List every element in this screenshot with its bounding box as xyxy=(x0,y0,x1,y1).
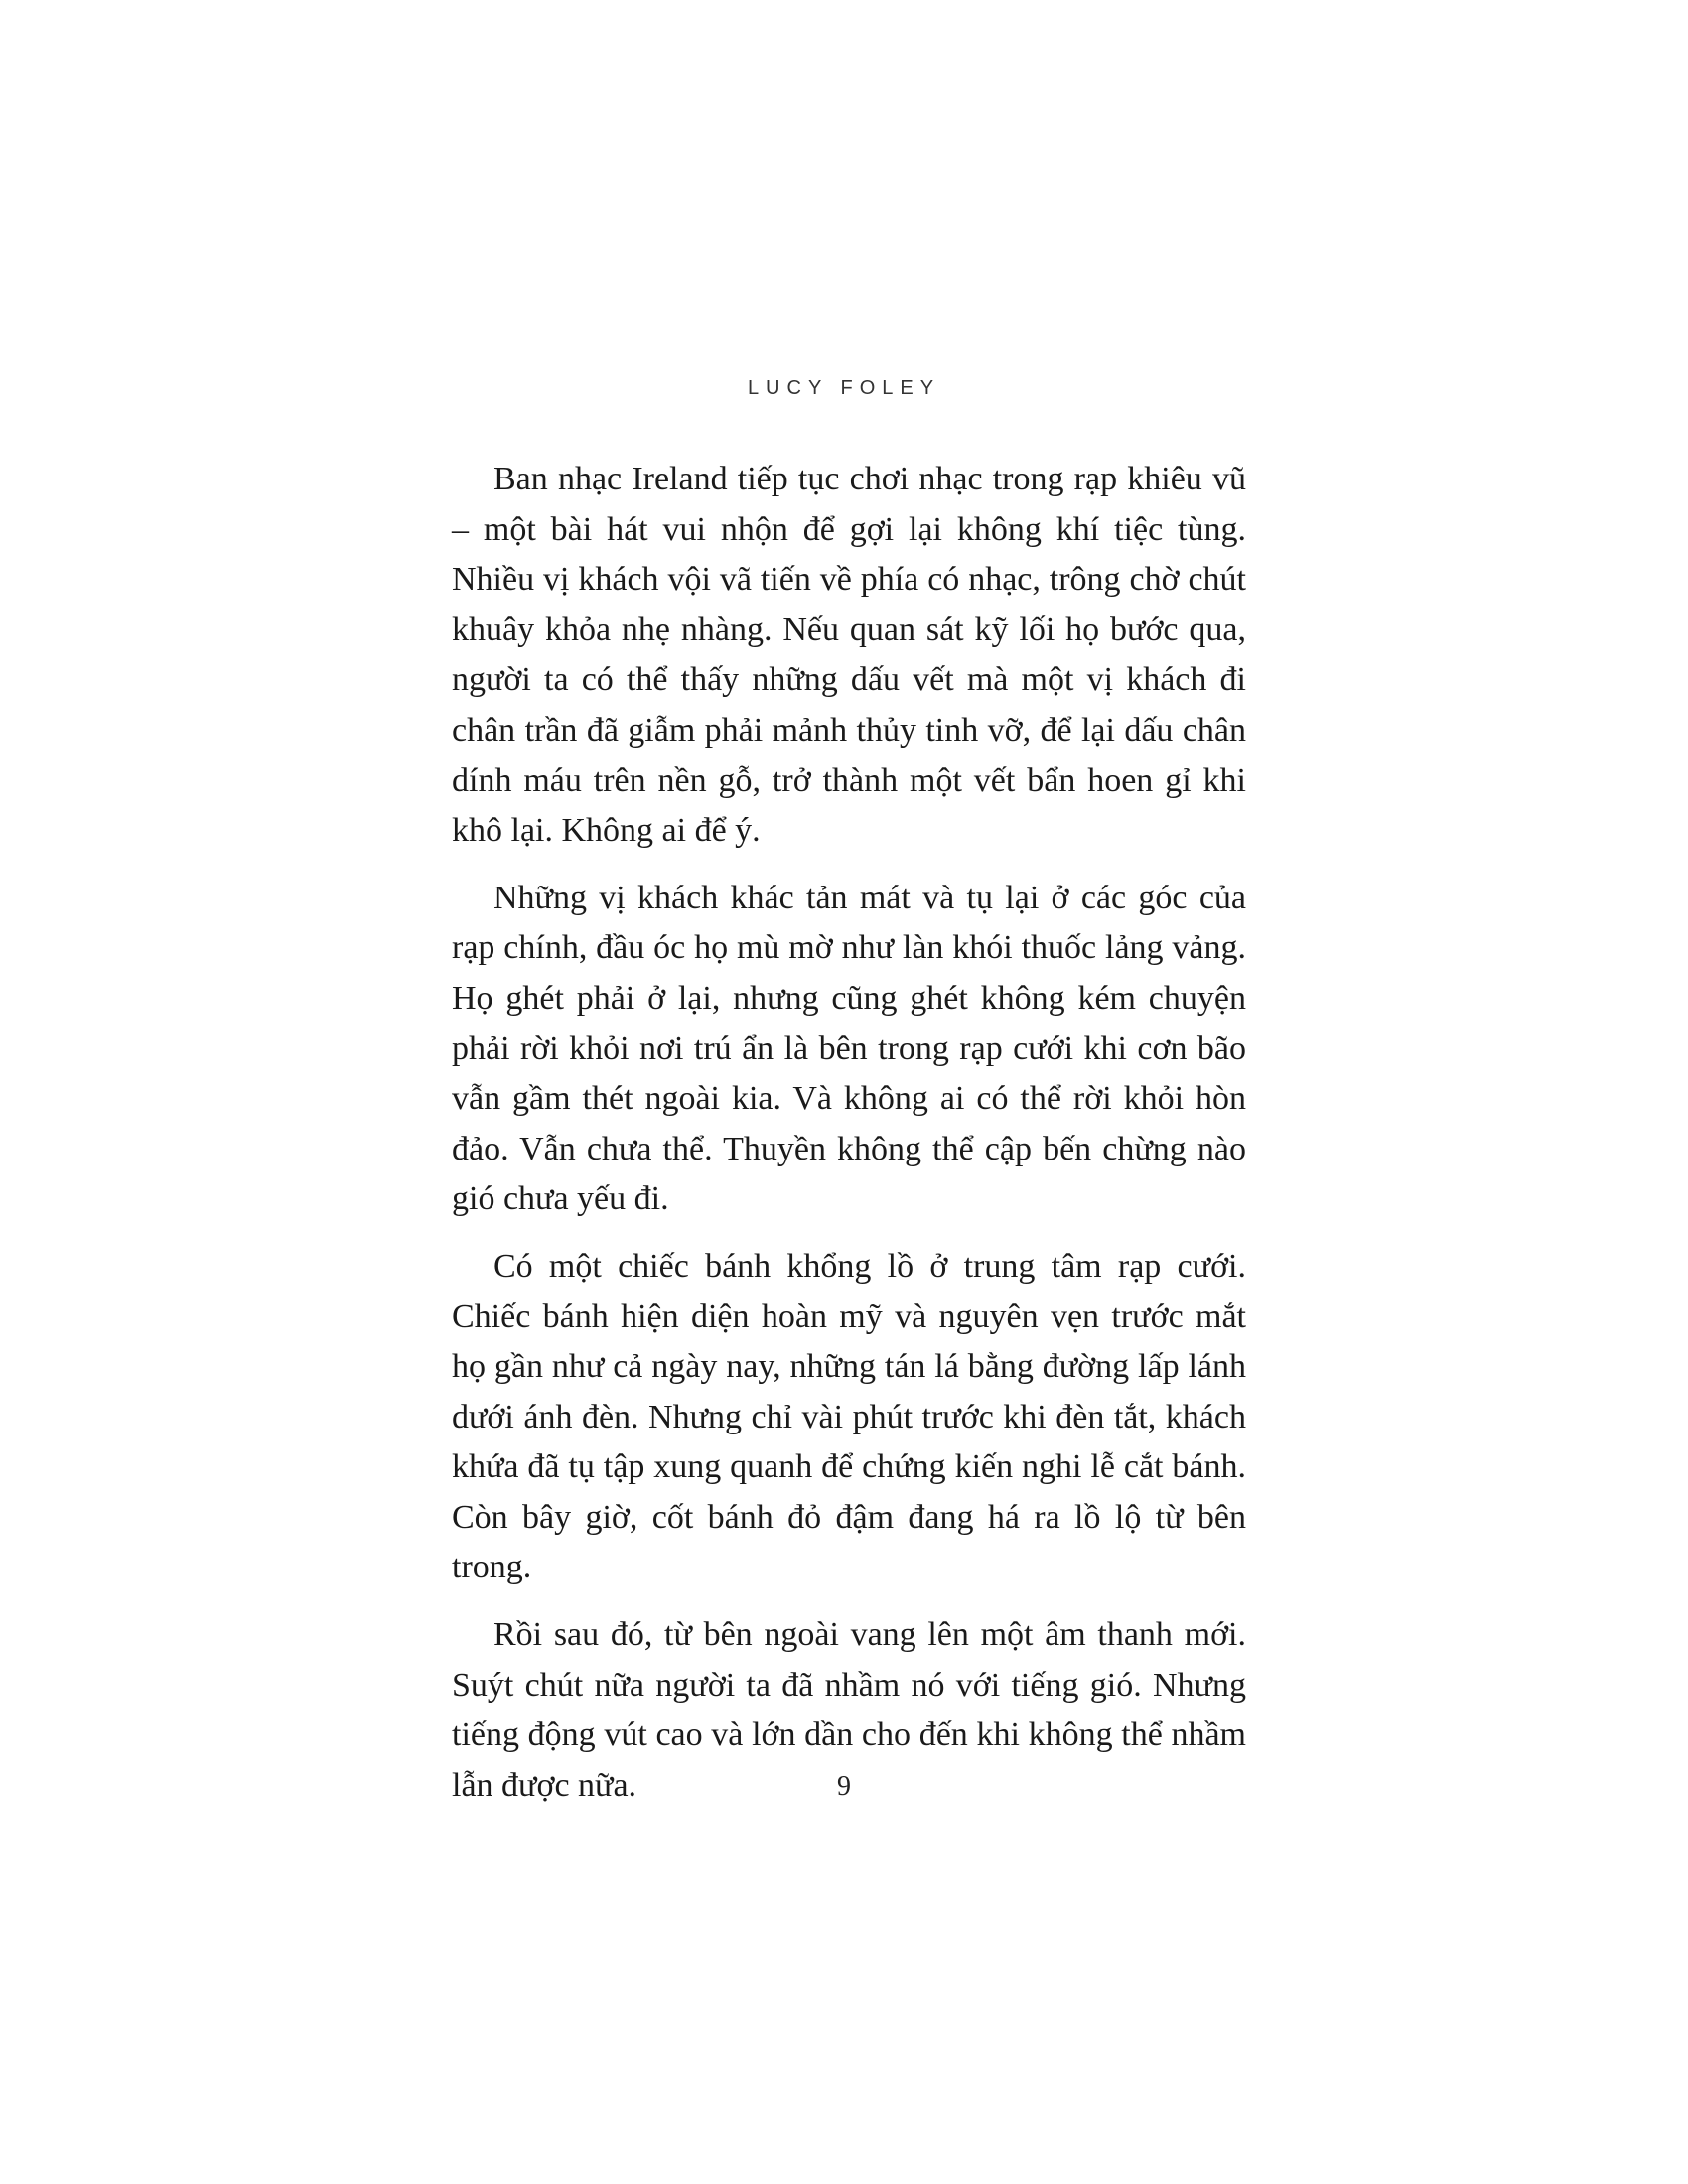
page-number: 9 xyxy=(837,1771,851,1802)
paragraph: Ban nhạc Ireland tiếp tục chơi nhạc trong rạp khiêu vũ – một bài hát vui nhộn để gợi lại không khí tiệc tùng. Nhiều vị khách vội vã tiến về phía có nhạc, trông chờ chút khuây khỏa nhẹ nhàng. Nếu quan sát kỹ lối họ bước qua, người ta có thể thấy những dấu vết mà một vị khách đi chân trần đã giẫm phải mảnh thủy tinh vỡ, để lại dấu chân dính máu trên nền gỗ, trở thành một vết bẩn hoen gỉ khi khô lại. Không ai để ý. xyxy=(452,461,1246,850)
body-text xyxy=(452,455,1246,1828)
paragraph: Rồi sau đó, từ bên ngoài vang lên một âm thanh mới. Suýt chút nữa người ta đã nhầm nó với tiếng gió. Nhưng tiếng động vút cao và lớn dần cho đến khi không thể nhầm lẫn được nữa. xyxy=(452,1616,1246,1804)
running-head-author: LUCY FOLEY xyxy=(747,377,941,399)
paragraph: Những vị khách khác tản mát và tụ lại ở các góc của rạp chính, đầu óc họ mù mờ như làn khói thuốc lảng vảng. Họ ghét phải ở lại, nhưng cũng ghét không kém chuyện phải rời khỏi nơi trú ẩn là bên trong rạp cưới khi cơn bão vẫn gầm thét ngoài kia. Và không ai có thể rời khỏi hòn đảo. Vẫn chưa thể. Thuyền không thể cập bến chừng nào gió chưa yếu đi. xyxy=(452,879,1246,1218)
paragraph: Có một chiếc bánh khổng lồ ở trung tâm rạp cưới. Chiếc bánh hiện diện hoàn mỹ và nguyên vẹn trước mắt họ gần như cả ngày nay, những tán lá bằng đường lấp lánh dưới ánh đèn. Nhưng chỉ vài phút trước khi đèn tắt, khách khứa đã tụ tập xung quanh để chứng kiến nghi lễ cắt bánh. Còn bây giờ, cốt bánh đỏ đậm đang há ra lồ lộ từ bên trong. xyxy=(452,1247,1246,1586)
